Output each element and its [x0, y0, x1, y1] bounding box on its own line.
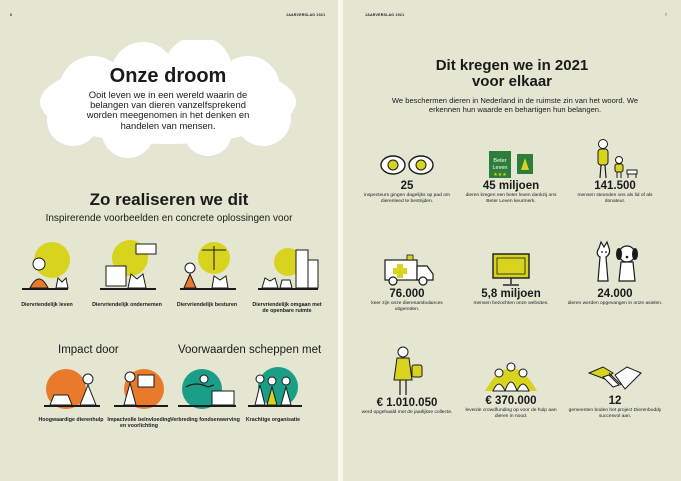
svg-text:Beter: Beter	[493, 158, 507, 164]
conditions-item-fundraising	[170, 365, 240, 423]
stat-value: 76.000	[389, 288, 425, 300]
dream-cloud	[33, 40, 303, 158]
stat-beter-leven	[463, 150, 559, 205]
stat-members	[567, 138, 663, 205]
right-header: JAARVERSLAG 2021	[365, 13, 405, 17]
stat-text: gemeenten boden het project Dierenbuddy succesvol aan.	[568, 408, 662, 419]
impact-label-animal-help: Hoogwaardige dierenhulp	[38, 417, 104, 423]
cat-and-dog-icon	[585, 240, 645, 288]
ambulance-icon	[377, 252, 437, 288]
stat-value: 24.000	[597, 288, 633, 300]
crowd-icon	[481, 353, 541, 395]
conditions-label-fundraising: Verbreding fondsenwerving	[170, 417, 240, 423]
collector-icon	[377, 345, 437, 397]
realise-label-public-space: Diervriendelijk omgaan met de openbare ruimte	[252, 302, 322, 315]
stat-text: mensen bezochten onze websites.	[473, 301, 549, 306]
results-intro: We beschermen dieren in Nederland in de ruimste zin van het woord. We erkennen hun waarde en behartigen hun belangen.	[391, 96, 639, 115]
realise-subtitle: Inspirerende voorbeelden en concrete oplossingen voor	[45, 213, 293, 224]
family-with-dog-icon	[585, 138, 645, 180]
realise-item-business	[92, 238, 162, 308]
realise-title: Zo realiseren we dit	[89, 190, 249, 209]
vet-care-icon	[36, 365, 106, 413]
stat-collection	[359, 345, 455, 416]
svg-text:Leven: Leven	[492, 165, 508, 171]
stat-text: dieren kregen een beter leven dankzij ons Beter Leven keurmerk.	[465, 193, 557, 204]
stat-text: keer zijn onze dierenambulances uitgereden.	[371, 301, 443, 312]
left-page	[0, 0, 338, 481]
stat-website-visitors	[463, 252, 559, 307]
beter-leven-logo-icon	[481, 150, 541, 180]
stat-municipalities	[567, 361, 663, 420]
realise-label-governance: Diervriendelijk besturen	[176, 302, 238, 308]
impact-item-animal-help	[36, 365, 106, 423]
impact-title: Impact door	[58, 344, 119, 356]
conditions-item-organisation	[238, 365, 308, 423]
stat-text: mensen steunden ons als lid of als donateur.	[577, 193, 653, 204]
team-icon	[238, 365, 308, 413]
scales-of-justice-icon	[172, 238, 242, 298]
stat-text: dieren werden opgevangen in onze asielen.	[567, 301, 663, 306]
dream-title: Onze droom	[109, 65, 227, 87]
realise-item-governance	[172, 238, 242, 308]
stat-value: € 1.010.050	[376, 397, 438, 409]
donation-hand-icon	[170, 365, 240, 413]
handshake-icon	[585, 361, 645, 395]
stat-value: 141.500	[594, 180, 636, 192]
results-title: Dit kregen we in 2021 voor elkaar	[435, 57, 589, 90]
realise-label-business: Diervriendelijk ondernemen	[92, 302, 162, 308]
realise-item-public-space	[252, 238, 322, 314]
left-page-number: 6	[10, 13, 13, 17]
left-header: JAARVERSLAG 2021	[286, 13, 326, 17]
monitor-icon	[481, 252, 541, 288]
impact-label-influence: Impactvolle beïnvloeding en voorlichting	[107, 417, 171, 430]
stat-value: € 370.000	[485, 395, 537, 407]
stat-text: leverde crowdfunding op voor de hulp aan dieren in nood.	[465, 408, 557, 419]
conditions-title: Voorwaarden scheppen met	[178, 344, 322, 356]
megaphone-person-icon	[104, 365, 174, 413]
stat-value: 25	[400, 180, 414, 192]
stat-ambulances	[359, 252, 455, 313]
stat-shelters	[567, 240, 663, 307]
realise-label-living: Diervriendelijk leven	[21, 302, 73, 308]
dream-text: Ooit leven we in een wereld waarin de belangen van dieren vanzelfsprekend worden meegenomen in het denken en handelen van mensen.	[86, 89, 250, 131]
stat-value: 45 miljoen	[482, 180, 540, 192]
impact-item-influence	[104, 365, 174, 429]
stat-inspectors	[359, 150, 455, 205]
shop-with-animals-icon	[92, 238, 162, 298]
realise-item-living	[12, 238, 82, 308]
stat-text: inspecteurs gingen dagelijks op pad om dierenleed te bestrijden.	[364, 193, 450, 204]
stat-value: 12	[608, 395, 622, 407]
stat-text: werd opgehaald met de jaarlijkse collecte.	[361, 410, 453, 415]
right-page-number: 7	[665, 13, 667, 17]
stat-value: 5,8 miljoen	[481, 288, 541, 300]
eyes-icon	[377, 150, 437, 180]
stat-crowdfunding	[463, 353, 559, 420]
person-with-cat-icon	[12, 238, 82, 298]
conditions-label-organisation: Krachtige organisatie	[245, 417, 301, 423]
city-with-animals-icon	[252, 238, 322, 298]
svg-text:★★★: ★★★	[493, 172, 507, 178]
